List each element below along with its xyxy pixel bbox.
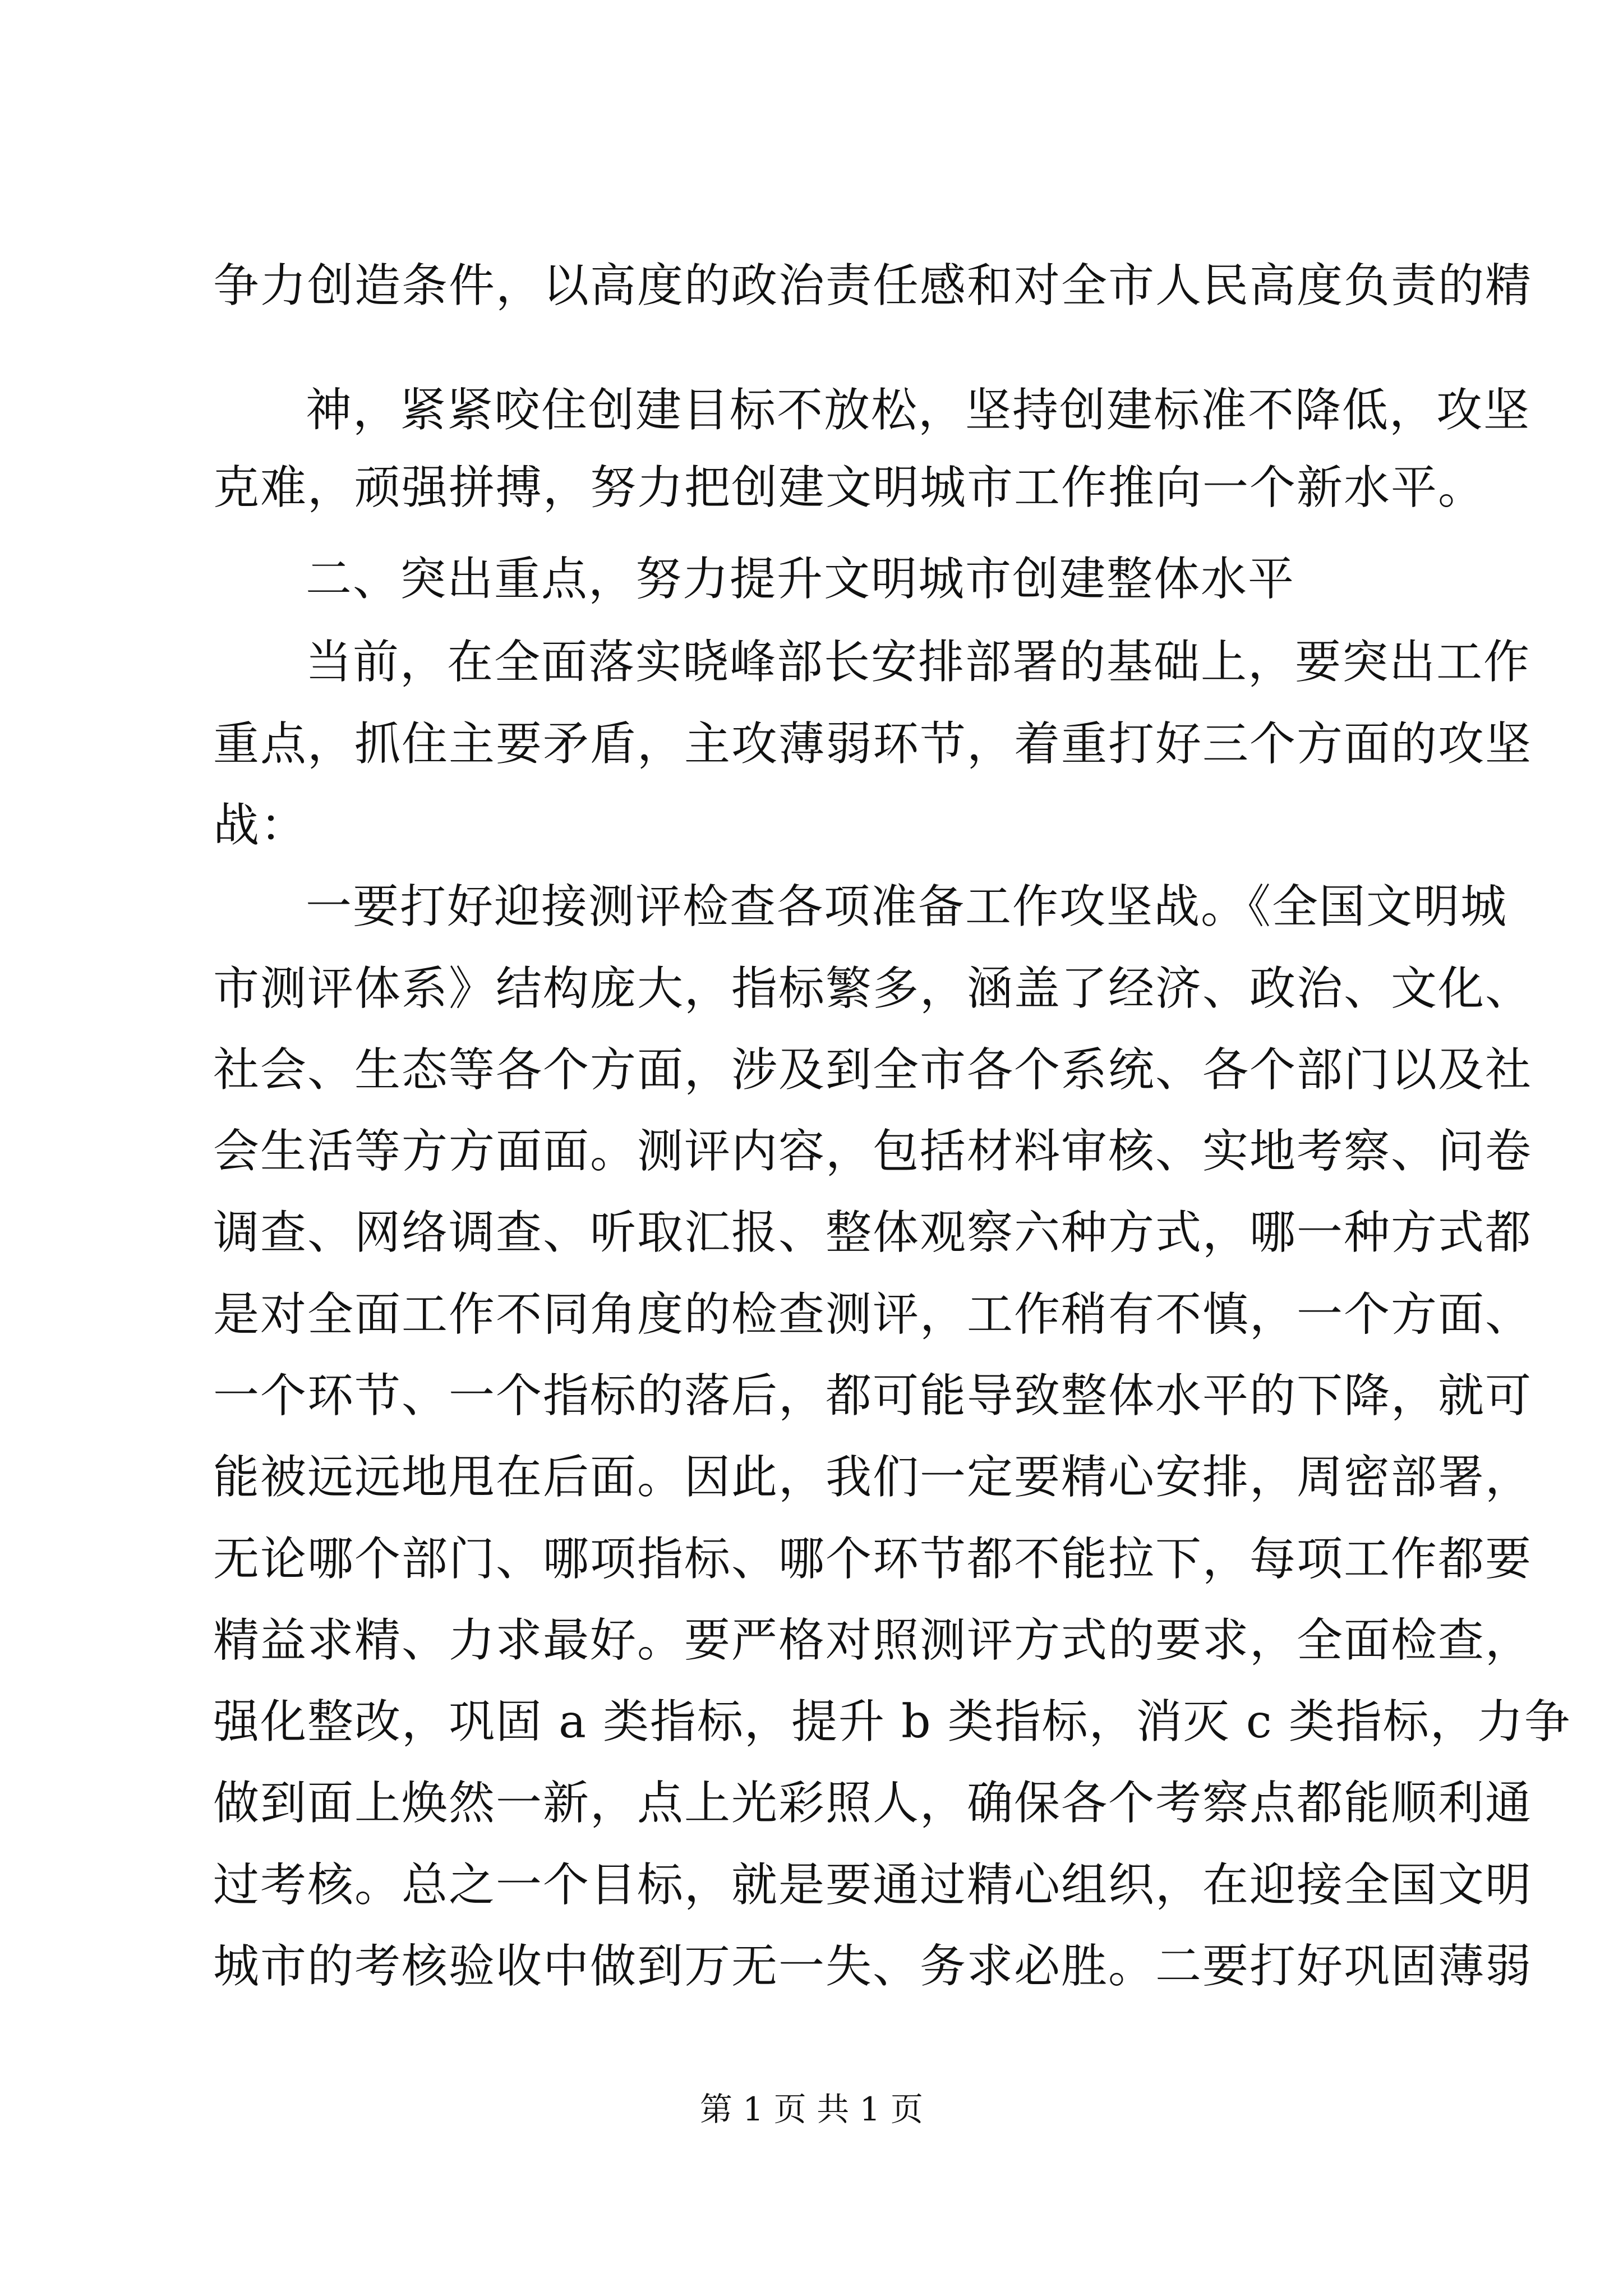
text-line: 市测评体系》结构庞大，指标繁多，涵盖了经济、政治、文化、 <box>213 962 1533 1015</box>
text-line: 战： <box>213 799 308 852</box>
text-line: 克难，顽强拼搏，努力把创建文明城市工作推向一个新水平。 <box>213 461 1486 514</box>
text-line: 过考核。总之一个目标，就是要通过精心组织，在迎接全国文明 <box>213 1858 1533 1912</box>
section-heading: 二、突出重点，努力提升文明城市创建整体水平 <box>306 553 1295 606</box>
text-line: 一要打好迎接测评检查各项准备工作攻坚战。《全国文明城 <box>306 880 1508 933</box>
text-line: 强化整改，巩固 a 类指标，提升 b 类指标，消灭 c 类指标，力争 <box>213 1695 1571 1749</box>
text-line: 做到面上焕然一新，点上光彩照人，确保各个考察点都能顺利通 <box>213 1777 1533 1830</box>
text-line: 会生活等方方面面。测评内容，包括材料审核、实地考察、问卷 <box>213 1125 1533 1178</box>
text-line: 争力创造条件，以高度的政治责任感和对全市人民高度负责的精 <box>213 259 1533 312</box>
text-line: 神，紧紧咬住创建目标不放松，坚持创建标准不降低，攻坚 <box>306 384 1531 437</box>
text-line: 一个环节、一个指标的落后，都可能导致整体水平的下降，就可 <box>213 1369 1533 1423</box>
text-line: 无论哪个部门、哪项指标、哪个环节都不能拉下，每项工作都要 <box>213 1533 1533 1586</box>
text-line: 当前，在全面落实晓峰部长安排部署的基础上，要突出工作 <box>306 636 1531 689</box>
text-line: 精益求精、力求最好。要严格对照测评方式的要求，全面检查， <box>213 1614 1533 1667</box>
text-line: 能被远远地甩在后面。因此，我们一定要精心安排，周密部署， <box>213 1451 1533 1504</box>
text-line: 是对全面工作不同角度的检查测评，工作稍有不慎，一个方面、 <box>213 1288 1533 1341</box>
text-line: 重点，抓住主要矛盾，主攻薄弱环节，着重打好三个方面的攻坚 <box>213 717 1533 771</box>
text-line: 社会、生态等各个方面，涉及到全市各个系统、各个部门以及社 <box>213 1043 1533 1097</box>
page-footer: 第 1 页 共 1 页 <box>700 2090 923 2128</box>
text-line: 城市的考核验收中做到万无一失、务求必胜。二要打好巩固薄弱 <box>213 1940 1533 1993</box>
text-line: 调查、网络调查、听取汇报、整体观察六种方式，哪一种方式都 <box>213 1206 1533 1259</box>
